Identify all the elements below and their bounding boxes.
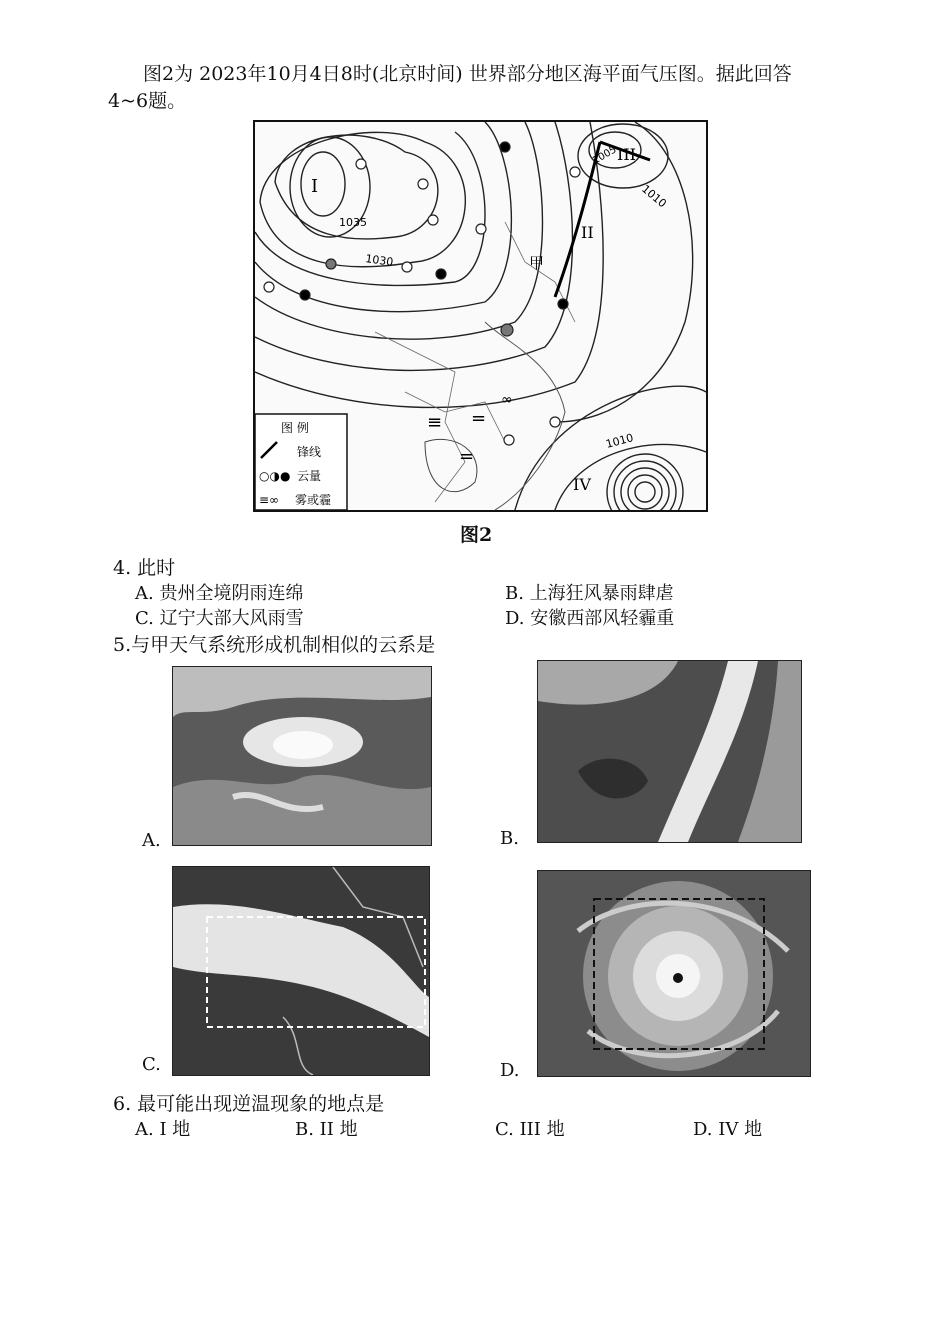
satellite-image-b-drawing — [538, 661, 801, 842]
satellite-image-b — [537, 660, 802, 843]
isobar — [255, 122, 573, 370]
q6-stem: 6. 最可能出现逆温现象的地点是 — [113, 1093, 385, 1115]
q6-option-d: D. IV 地 — [693, 1119, 763, 1140]
cloud-clear — [570, 167, 580, 177]
q4-option-c: C. 辽宁大部大风雨雪 — [135, 608, 304, 629]
isobar-label: 1005 — [591, 144, 619, 167]
legend-fog: 雾或霾 — [295, 493, 332, 507]
q4-option-b: B. 上海狂风暴雨肆虐 — [505, 583, 674, 604]
cloud-clear — [504, 435, 514, 445]
cloud-overcast — [558, 299, 568, 309]
satellite-image-c — [172, 866, 430, 1076]
marker-iv: IV — [573, 475, 591, 494]
cloud-overcast — [500, 142, 510, 152]
cloud-clear — [356, 159, 366, 169]
satellite-label-b: B. — [500, 828, 519, 849]
fog-symbols-icon: ≡∞ — [259, 493, 280, 507]
figure-caption: 图2 — [460, 524, 493, 546]
isobar — [301, 152, 345, 216]
intro-line-2: 4~6题。 — [108, 90, 187, 112]
province-boundary — [405, 392, 505, 442]
cloud-clear — [476, 224, 486, 234]
satellite-image-d-drawing — [538, 871, 810, 1076]
satellite-image-a — [172, 666, 432, 846]
pressure-map-drawing — [255, 122, 706, 510]
legend-cloud: 云量 — [297, 469, 322, 483]
coastline — [485, 322, 565, 510]
satellite-label-d: D. — [500, 1060, 520, 1081]
isobar-label: 1010 — [639, 182, 669, 211]
fog-symbol: = — [459, 446, 475, 467]
satellite-image-c-drawing — [173, 867, 429, 1075]
fog-symbol: ≡ — [427, 412, 443, 433]
legend-title: 图 例 — [281, 421, 309, 435]
q6-option-a: A. I 地 — [135, 1119, 191, 1140]
legend-front: 锋线 — [297, 445, 322, 459]
front-line — [555, 142, 600, 297]
cloud-overcast — [300, 290, 310, 300]
marker-jia: 甲 — [529, 254, 545, 272]
fog-symbol: = — [471, 408, 487, 429]
isobar — [255, 122, 543, 339]
legend — [255, 414, 347, 510]
cloud-clear — [428, 215, 438, 225]
pressure-map — [253, 120, 708, 512]
haze-symbol: ∞ — [501, 392, 513, 408]
marker-ii: II — [581, 223, 594, 242]
isobar-label: 1030 — [364, 252, 395, 269]
cloud-symbols-icon: ○◑● — [259, 469, 291, 483]
cloud-partial — [326, 259, 336, 269]
province-boundary — [375, 332, 465, 502]
isobar-label: 1010 — [604, 431, 635, 451]
marker-i: I — [311, 176, 319, 197]
q6-option-b: B. II 地 — [295, 1119, 358, 1140]
cloud-clear — [418, 179, 428, 189]
q4-stem: 4. 此时 — [113, 557, 176, 579]
cloud-overcast — [436, 269, 446, 279]
q4-option-d: D. 安徽西部风轻霾重 — [505, 608, 675, 629]
marker-iii: III — [617, 145, 636, 164]
intro-line-1: 图2为 2023年10月4日8时(北京时间) 世界部分地区海平面气压图。据此回答 — [143, 63, 792, 85]
q4-option-a: A. 贵州全境阴雨连绵 — [135, 583, 304, 604]
q6-option-c: C. III 地 — [495, 1119, 565, 1140]
cloud-clear — [402, 262, 412, 272]
satellite-label-c: C. — [142, 1054, 161, 1075]
satellite-image-d — [537, 870, 811, 1077]
cloud-partial — [501, 324, 513, 336]
isobar-label: 1035 — [339, 216, 367, 229]
cloud-clear — [264, 282, 274, 292]
cloud-clear — [550, 417, 560, 427]
q5-stem: 5.与甲天气系统形成机制相似的云系是 — [113, 634, 436, 656]
satellite-label-a: A. — [142, 830, 161, 851]
satellite-image-a-drawing — [173, 667, 431, 845]
